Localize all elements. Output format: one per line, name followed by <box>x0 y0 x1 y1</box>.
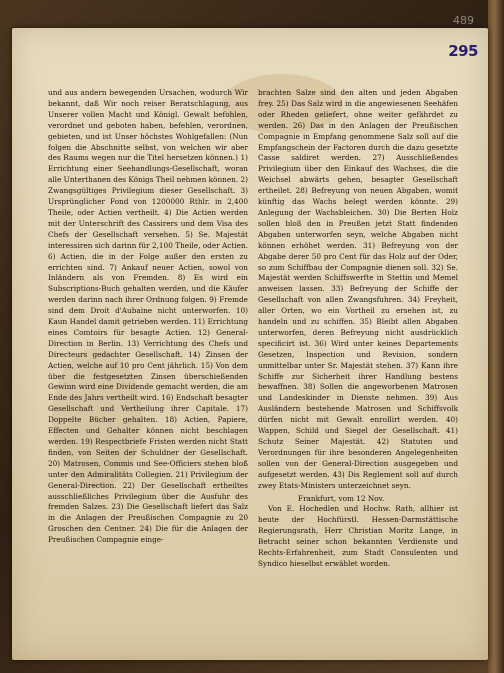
book-binding-edge <box>488 0 504 673</box>
right-column-text: brachten Salze sind den alten und jeden Abgaben frey. 25) Das Salz wird in die angewiesenen Seehäfen oder Rheden geliefert, ohne weiter gefährdet zu werden. 26) Das in den Anlagen der Preußischen Compagnie in Empfang genommene Salz soll auf die Empfangschein der Factoren durch die dazu gesetzte Casse saldiret werden. 27) Ausschließendes Privilegium über den Einkauf des Wachses, die die Weichsel abwärts gehen, besagter Gesellschaft ertheilet. 28) Befreyung von neuen Abgaben, womit künftig das Wachs belegt werden könnte. 29) Anlegung der Wachsbleichen. 30) Die Berten Holz sollen bloß den in Preußen jetzt Statt findenden Abgaben unterworfen seyn, welche Abgaben nicht können erhöhet werden. 31) Befreyung von der Abgabe derer 50 pro Cent für das Holz auf der Oder, so zum Schiffbau der Compagnie dienen soll. 32) Se. Majestät werden Schiffswerfte in Stettin und Memel anweisen lassen. 33) Befreyung der Schiffe der Gesellschaft von allen Zwangsfuhren. 34) Freyheit, aller Orten, wo ein Vortheil zu ersehen ist, zu handeln und zu schiffen. 35) Bleibt allen Abgaben unterworfen, deren Befreyung nicht ausdrücklich specificirt ist. 36) Wird unter keines Departements Gesetzen, Inspection und Revision, sondern unmittelbar unter Sr. Majestät stehen. 37) Kann ihre Schiffe zur Sicherheit ihrer Handlung bestens bewaffnen. 38) Sollen die angeworbenen Matrosen und Landeskinder in Dienste nehmen. 39) Aus Ausländern bestehende Matrosen und Schiffsvolk dürfen nicht mit Gewalt enrollirt werden. 40) Wappen, Schild und Siegel der Gesellschaft. 41) Schutz Seiner Majestät. 42) Statuten und Verordnungen für ihre besonderen Angelegenheiten sollen von der General-Direction ausgegeben und aufgesetzt werden. 43) Dis Reglement soll auf durch zwey Etats-Ministers unterzeichnet seyn. <box>258 88 458 490</box>
left-text-column <box>48 88 248 546</box>
left-column-text: und aus andern bewegenden Ursachen, wodurch Wir bekannt, daß Wir noch reiser Beratschlagung, aus Unserer vollen Macht und Königl. Gewalt befohlen, verordnet und geboten haben, befehlen, verordnen, gebieten, und ist Unser höchstes Wohlgefallen: (Nun folgen die Abschnitte selbst, von welchen wir aber des Raums wegen nur die Titel hersetzen können.) 1) Errichtung einer Seehandlungs-Gesellschaft, woran alle Unterthanen des Königs Theil nehmen können. 2) Zwangsgültiges Privilegium dieser Gesellschaft. 3) Ursprünglicher Fond von 1200000 Rthlr. in 2,400 Theile, oder Actien vertheilt. 4) Die Actien werden mit der Unterschrift des Cassirers und dem Visa des Chefs der Gesellschaft versehen. 5) Se. Majestät interessiren sich darinn für 2,100 Theile, oder Actien. 6) Actien, die in der Folge außer den ersten zu errichten sind. 7) Ankauf neuer Actien, sowol von Inländern als von Fremden. 8) Es wird ein Subscriptions-Buch gehalten werden, und die Käufer werden darinn nach ihrer Ordnung folgen. 9) Fremde sind dem Droit d'Aubaine nicht unterworfen. 10) Kaun Handel damit getrieben werden. 11) Errichtung eines Comtoirs für besagte Actien. 12) General-Direction in Berlin. 13) Verrichtung des Chefs und Directeurs gedachter Gesellschaft. 14) Zinsen der Actien, welche auf 10 pro Cent jährlich. 15) Von dem über die festgesetzten Zinsen überschießenden Gewinn wird eine Dividende gemacht werden, die am Ende des Jahrs vertheilt wird. 16) Endschaft besagter Gesellschaft und Vertheilung ihrer Capitale. 17) Doppelte Bücher gehalten. 18) Actien, Papiere, Effecten und Gehalter können nicht beschlagen werden. 19) Respectbriefe Fristen werden nicht Statt finden, von Seiten der Schuldner der Gesellschaft. 20) Matrosen, Commis und See-Officiers stehen bloß unter den Admiralitäts Collegien. 21) Privilegium der General-Direction. 22) Der Gesellschaft ertheiltes ausschließliches Privilegium über die Ausfuhr des fremden Salzes. 23) Die Gesellschaft liefert das Salz in die Anlagen der Preußischen Compagnie zu 20 Groschen den Centner. 24) Die für die Anlagen der Preußischen Compagnie einge- <box>48 88 248 545</box>
pencil-mark: 489 <box>453 14 474 27</box>
dateline: Frankfurt, vom 12 Nov. <box>298 493 385 503</box>
right-text-column <box>258 88 458 570</box>
folio-number: 295 <box>448 42 478 60</box>
news-item-text: Von E. Hochedlen und Hochw. Rath, allhier ist heute der Hochfürstl. Hessen-Darmstättische Regierungsrath, Herr Christian Moritz Lange, in Betracht seiner schon bekannten Verdienste und Rechts-Erfahrenheit, zum Stadt Consulenten und Syndico hieselbst erwählet worden. <box>258 504 458 568</box>
